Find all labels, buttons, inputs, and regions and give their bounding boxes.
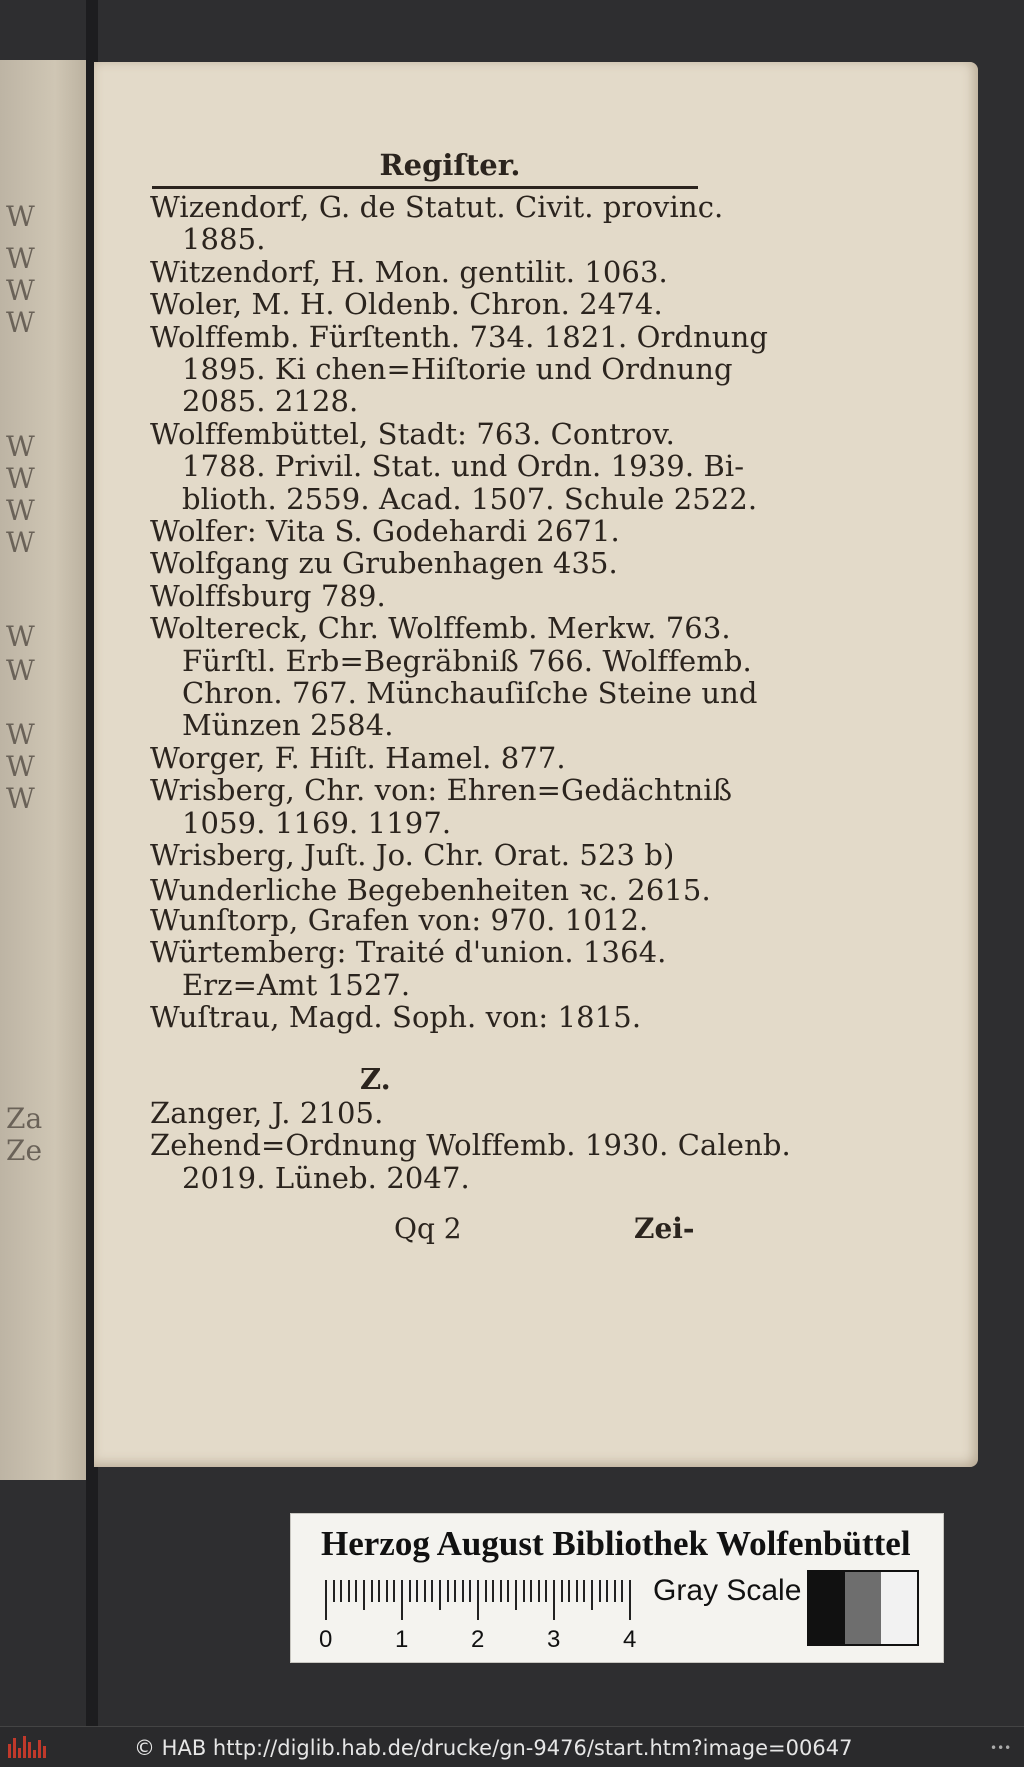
scale-ruler <box>319 1580 637 1653</box>
register-line: 1059. 1169. 1197. <box>182 805 452 840</box>
ruler-tick <box>576 1580 578 1602</box>
register-line: Woltereck, Chr. Wolffemb. Merkw. 763. <box>150 611 731 646</box>
page-header: Regiſter. <box>379 148 521 182</box>
register-line: Chron. 767. Münchauſiſche Steine und <box>182 676 758 710</box>
register-line: 1885. <box>182 222 266 257</box>
ruler-tick <box>393 1580 395 1602</box>
register-line: Wolffembüttel, Stadt: 763. Controv. <box>150 416 675 451</box>
ruler-tick <box>614 1580 616 1602</box>
register-line: Wunderliche Begebenheiten ꝛc. 2615. <box>150 873 711 908</box>
ruler-tick <box>500 1580 502 1602</box>
register-line: 2019. Lüneb. 2047. <box>182 1160 470 1195</box>
register-line: blioth. 2559. Acad. 1507. Schule 2522. <box>182 481 758 516</box>
gray-swatches <box>807 1570 919 1646</box>
ruler-tick <box>386 1580 388 1602</box>
ruler-number: 1 <box>395 1626 409 1653</box>
ruler-tick <box>530 1580 532 1602</box>
register-line: 1788. Privil. Stat. und Ordn. 1939. Bi- <box>182 449 745 484</box>
ruler-tick <box>363 1580 365 1610</box>
ruler-tick <box>431 1580 433 1602</box>
ruler-tick <box>561 1580 563 1602</box>
register-line: Wolfgang zu Grubenhagen 435. <box>150 546 618 581</box>
left-page-mark: W <box>6 306 35 339</box>
ruler-tick <box>538 1580 540 1602</box>
register-line: Erz=Amt 1527. <box>182 967 411 1002</box>
ruler-tick <box>416 1580 418 1602</box>
ruler-tick <box>378 1580 380 1602</box>
left-page-mark: W <box>6 242 35 275</box>
ruler-tick <box>447 1580 449 1602</box>
register-line: Witzendorf, H. Mon. gentilit. 1063. <box>150 254 668 289</box>
ruler-tick <box>507 1580 509 1602</box>
ruler-tick <box>340 1580 342 1602</box>
section-letter: Z. <box>360 1062 391 1096</box>
card-title: Herzog August Bibliothek Wolfenbüttel <box>321 1524 911 1563</box>
register-line: Wolfer: Vita S. Godehardi 2671. <box>150 514 620 548</box>
left-page-mark: W <box>6 526 35 559</box>
ruler-tick <box>409 1580 411 1602</box>
ruler-tick <box>606 1580 608 1602</box>
left-page-mark: Za <box>6 1102 43 1135</box>
left-page-mark: W <box>6 200 35 233</box>
ruler-number: 2 <box>471 1626 485 1653</box>
left-page-mark: W <box>6 430 35 463</box>
gray-swatch <box>881 1572 917 1644</box>
register-line: Fürſtl. Erb=Begräbniß 766. Wolffemb. <box>182 643 752 678</box>
ruler-tick <box>621 1580 623 1602</box>
ruler-number: 4 <box>623 1626 637 1653</box>
catchword: Zei- <box>634 1212 695 1245</box>
left-page-mark: W <box>6 494 35 527</box>
register-line: Münzen 2584. <box>182 708 394 743</box>
left-page-mark: W <box>6 782 35 815</box>
ruler-tick <box>454 1580 456 1602</box>
ruler-tick <box>424 1580 426 1602</box>
ruler-tick <box>591 1580 593 1610</box>
color-target-card <box>290 1513 944 1663</box>
ruler-tick <box>523 1580 525 1602</box>
ruler-tick <box>477 1580 479 1620</box>
ruler-tick <box>629 1580 631 1620</box>
left-page-mark: W <box>6 750 35 783</box>
hab-logo-icon <box>8 1736 48 1758</box>
ruler-tick <box>485 1580 487 1602</box>
ruler-tick <box>553 1580 555 1620</box>
ruler-tick <box>333 1580 335 1602</box>
footer-copyright-url[interactable]: © HAB http://diglib.hab.de/drucke/gn-9476/start.htm?image=00647 <box>134 1736 853 1760</box>
footer-bar <box>0 1726 1024 1767</box>
left-page-mark: W <box>6 718 35 751</box>
more-icon[interactable]: ••• <box>990 1741 1012 1755</box>
register-line: Woler, M. H. Oldenb. Chron. 2474. <box>150 287 663 322</box>
register-line: Würtemberg: Traité d'union. 1364. <box>150 935 667 970</box>
register-line: Wrisberg, Juſt. Jo. Chr. Orat. 523 b) <box>150 838 675 872</box>
left-page-mark: W <box>6 620 35 653</box>
signature-mark: Qq 2 <box>394 1212 462 1245</box>
gray-swatch <box>845 1572 881 1644</box>
ruler-tick <box>355 1580 357 1602</box>
ruler-tick <box>599 1580 601 1602</box>
left-page-edge <box>0 60 92 1480</box>
register-line: Wolffemb. Fürſtenth. 734. 1821. Ordnung <box>150 319 769 354</box>
ruler-tick <box>515 1580 517 1610</box>
register-line: Wrisberg, Chr. von: Ehren=Gedächtniß <box>150 773 733 808</box>
ruler-tick <box>492 1580 494 1602</box>
header-rule <box>152 186 698 189</box>
register-line: Wunſtorp, Grafen von: 970. 1012. <box>150 902 649 937</box>
ruler-tick <box>325 1580 327 1620</box>
register-line: Wuſtrau, Magd. Soph. von: 1815. <box>150 1000 642 1034</box>
ruler-tick <box>469 1580 471 1602</box>
register-line: Wolffsburg 789. <box>150 578 386 613</box>
book-page <box>94 62 978 1467</box>
left-page-mark: Ze <box>6 1134 43 1167</box>
ruler-tick <box>583 1580 585 1602</box>
left-page-mark: W <box>6 654 35 687</box>
ruler-tick <box>439 1580 441 1610</box>
register-line: Worger, F. Hiſt. Hamel. 877. <box>150 740 566 775</box>
ruler-tick <box>401 1580 403 1620</box>
ruler-number: 3 <box>547 1626 561 1653</box>
register-line: Wizendorf, G. de Statut. Civit. provinc. <box>150 190 724 224</box>
register-line: Zanger, J. 2105. <box>150 1096 384 1130</box>
ruler-tick <box>348 1580 350 1602</box>
ruler-tick <box>371 1580 373 1602</box>
register-line: 2085. 2128. <box>182 384 359 419</box>
register-line: 1895. Ki chen=Hiſtorie und Ordnung <box>182 352 733 386</box>
gray-swatch <box>809 1572 845 1644</box>
ruler-tick <box>568 1580 570 1602</box>
ruler-tick <box>545 1580 547 1602</box>
gray-scale-label: Gray Scale <box>653 1574 802 1607</box>
register-line: Zehend=Ordnung Wolffemb. 1930. Calenb. <box>150 1128 791 1163</box>
left-page-mark: W <box>6 462 35 495</box>
left-page-mark: W <box>6 274 35 307</box>
ruler-tick <box>462 1580 464 1602</box>
ruler-number: 0 <box>319 1626 333 1653</box>
